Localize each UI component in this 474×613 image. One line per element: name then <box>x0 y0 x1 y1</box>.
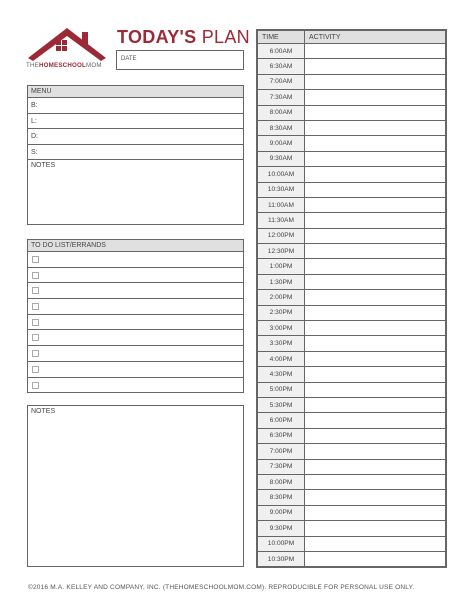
activity-cell[interactable] <box>305 521 446 536</box>
schedule-row <box>258 382 446 397</box>
schedule-row <box>258 182 446 197</box>
checkbox-icon[interactable] <box>32 382 39 389</box>
activity-cell[interactable] <box>305 305 446 320</box>
activity-cell[interactable] <box>305 290 446 305</box>
checkbox-icon[interactable] <box>32 272 39 279</box>
schedule-row <box>258 228 446 243</box>
schedule-row <box>258 151 446 166</box>
activity-cell[interactable] <box>305 382 446 397</box>
time-slot: 4:00PM <box>258 351 305 366</box>
time-slot: 9:00PM <box>258 505 305 520</box>
schedule-table <box>256 29 447 568</box>
activity-cell[interactable] <box>305 74 446 89</box>
page-title <box>117 27 250 48</box>
activity-cell[interactable] <box>305 228 446 243</box>
time-slot: 3:30PM <box>258 336 305 351</box>
logo-text-bold: HOMESCHOOL <box>38 62 87 69</box>
schedule-row <box>258 44 446 59</box>
todo-item[interactable] <box>28 378 243 394</box>
schedule-row <box>258 197 446 212</box>
todo-list <box>28 252 243 393</box>
todo-item[interactable] <box>28 299 243 315</box>
activity-column-header: ACTIVITY <box>305 31 446 44</box>
schedule-row <box>258 397 446 412</box>
notes-label: NOTES <box>31 408 56 415</box>
activity-cell[interactable] <box>305 167 446 182</box>
menu-row-snack[interactable]: S: <box>28 145 243 161</box>
activity-cell[interactable] <box>305 274 446 289</box>
schedule-row <box>258 536 446 551</box>
time-slot: 6:00AM <box>258 44 305 59</box>
schedule-row <box>258 167 446 182</box>
schedule-row <box>258 505 446 520</box>
time-slot: 8:00PM <box>258 474 305 489</box>
todo-item[interactable] <box>28 268 243 284</box>
activity-cell[interactable] <box>305 336 446 351</box>
activity-cell[interactable] <box>305 213 446 228</box>
schedule-row <box>258 244 446 259</box>
menu-row-breakfast[interactable]: B: <box>28 98 243 114</box>
todo-item[interactable] <box>28 283 243 299</box>
activity-cell[interactable] <box>305 474 446 489</box>
activity-cell[interactable] <box>305 444 446 459</box>
schedule-row <box>258 459 446 474</box>
todo-item[interactable] <box>28 330 243 346</box>
menu-header: MENU <box>28 86 243 98</box>
activity-cell[interactable] <box>305 490 446 505</box>
time-slot: 2:00PM <box>258 290 305 305</box>
schedule-row <box>258 105 446 120</box>
time-slot: 3:00PM <box>258 321 305 336</box>
menu-box <box>27 85 244 225</box>
time-slot: 12:30PM <box>258 244 305 259</box>
activity-cell[interactable] <box>305 136 446 151</box>
logo-text-suffix: MOM <box>86 62 102 69</box>
activity-cell[interactable] <box>305 90 446 105</box>
schedule-row <box>258 367 446 382</box>
activity-cell[interactable] <box>305 505 446 520</box>
activity-cell[interactable] <box>305 351 446 366</box>
time-slot: 5:00PM <box>258 382 305 397</box>
logo-text-prefix: THE <box>26 62 39 69</box>
time-slot: 11:30AM <box>258 213 305 228</box>
todo-item[interactable] <box>28 346 243 362</box>
time-slot: 9:00AM <box>258 136 305 151</box>
checkbox-icon[interactable] <box>32 303 39 310</box>
activity-cell[interactable] <box>305 151 446 166</box>
schedule-row <box>258 274 446 289</box>
activity-cell[interactable] <box>305 459 446 474</box>
schedule-row <box>258 444 446 459</box>
activity-cell[interactable] <box>305 59 446 74</box>
schedule-row <box>258 490 446 505</box>
activity-cell[interactable] <box>305 120 446 135</box>
title-light: PLAN <box>201 27 250 47</box>
schedule-row <box>258 59 446 74</box>
schedule-row <box>258 120 446 135</box>
schedule-row <box>258 521 446 536</box>
schedule-row <box>258 413 446 428</box>
activity-cell[interactable] <box>305 367 446 382</box>
schedule-row <box>258 351 446 366</box>
activity-cell[interactable] <box>305 428 446 443</box>
checkbox-icon[interactable] <box>32 350 39 357</box>
menu-row-dinner[interactable]: D: <box>28 129 243 145</box>
activity-cell[interactable] <box>305 397 446 412</box>
time-slot: 11:00AM <box>258 197 305 212</box>
todo-item[interactable] <box>28 315 243 331</box>
time-slot: 12:00PM <box>258 228 305 243</box>
time-column-header: TIME <box>258 31 305 44</box>
date-label: DATE <box>121 56 137 62</box>
checkbox-icon[interactable] <box>32 287 39 294</box>
time-slot: 2:30PM <box>258 305 305 320</box>
time-slot: 5:30PM <box>258 397 305 412</box>
schedule-row <box>258 136 446 151</box>
todo-box <box>27 239 244 393</box>
time-slot: 10:30PM <box>258 551 305 566</box>
schedule-row <box>258 551 446 566</box>
logo-wordmark <box>26 62 116 69</box>
activity-cell[interactable] <box>305 321 446 336</box>
schedule-row <box>258 74 446 89</box>
time-slot: 7:00PM <box>258 444 305 459</box>
checkbox-icon[interactable] <box>32 366 39 373</box>
time-slot: 8:30AM <box>258 120 305 135</box>
time-slot: 7:00AM <box>258 74 305 89</box>
schedule-row <box>258 428 446 443</box>
time-slot: 7:30PM <box>258 459 305 474</box>
activity-cell[interactable] <box>305 413 446 428</box>
time-slot: 6:00PM <box>258 413 305 428</box>
copyright-footer: ©2016 M.A. KELLEY AND COMPANY, INC. (THEHOMESCHOOLMOM.COM). REPRODUCIBLE FOR PERSONAL USE ONLY. <box>28 584 415 591</box>
activity-cell[interactable] <box>305 536 446 551</box>
activity-cell[interactable] <box>305 551 446 566</box>
notes-box[interactable] <box>27 405 244 567</box>
schedule-row <box>258 259 446 274</box>
schedule-row <box>258 90 446 105</box>
todo-item[interactable] <box>28 362 243 378</box>
schedule-row <box>258 305 446 320</box>
time-slot: 6:30AM <box>258 59 305 74</box>
activity-cell[interactable] <box>305 259 446 274</box>
schedule-row <box>258 213 446 228</box>
todo-item[interactable] <box>28 252 243 268</box>
checkbox-icon[interactable] <box>32 256 39 263</box>
schedule-row <box>258 336 446 351</box>
schedule-row <box>258 290 446 305</box>
time-slot: 6:30PM <box>258 428 305 443</box>
activity-cell[interactable] <box>305 182 446 197</box>
time-slot: 9:30PM <box>258 521 305 536</box>
time-slot: 10:00AM <box>258 167 305 182</box>
time-slot: 8:00AM <box>258 105 305 120</box>
activity-cell[interactable] <box>305 105 446 120</box>
menu-row-lunch[interactable]: L: <box>28 114 243 130</box>
title-bold: TODAY'S <box>117 27 197 47</box>
time-slot: 8:30PM <box>258 490 305 505</box>
time-slot: 1:30PM <box>258 274 305 289</box>
schedule-row <box>258 321 446 336</box>
checkbox-icon[interactable] <box>32 334 39 341</box>
activity-cell[interactable] <box>305 44 446 59</box>
activity-cell[interactable] <box>305 197 446 212</box>
time-slot: 10:00PM <box>258 536 305 551</box>
time-slot: 1:00PM <box>258 259 305 274</box>
todo-header: TO DO LIST/ERRANDS <box>28 240 243 252</box>
time-slot: 10:30AM <box>258 182 305 197</box>
time-slot: 7:30AM <box>258 90 305 105</box>
checkbox-icon[interactable] <box>32 319 39 326</box>
activity-cell[interactable] <box>305 244 446 259</box>
schedule-row <box>258 474 446 489</box>
time-slot: 9:30AM <box>258 151 305 166</box>
time-slot: 4:30PM <box>258 367 305 382</box>
menu-notes-label: NOTES <box>31 162 56 169</box>
